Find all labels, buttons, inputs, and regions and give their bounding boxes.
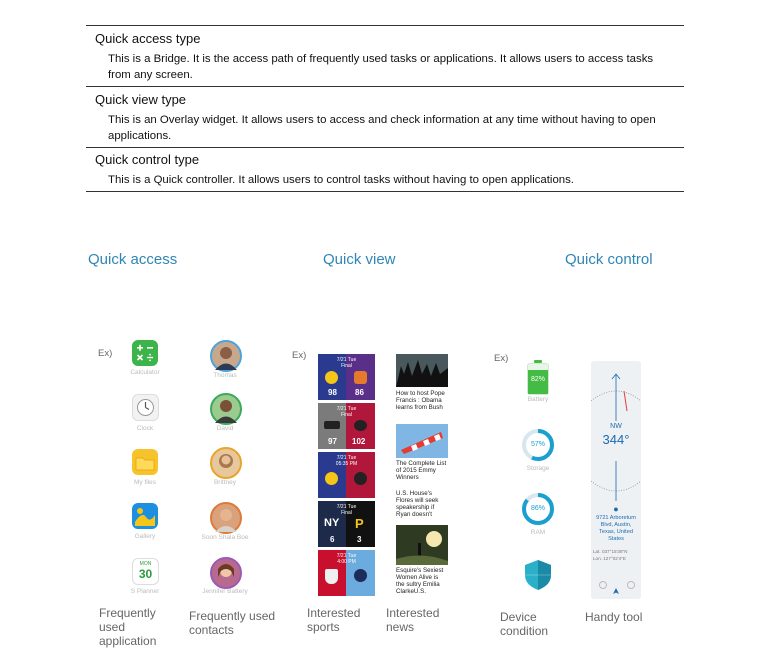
caption-interested-news: Interested news: [386, 606, 440, 634]
team-logo-icon: NY: [324, 517, 340, 529]
caption-frequently-used-application: Frequently used application: [99, 606, 157, 648]
caption-device-condition: Device condition: [500, 610, 549, 638]
compass-degrees: 344°: [602, 432, 630, 447]
quick-access-type-desc: This is a Bridge. It is the access path of frequently used tasks or applications. It allows users to access tasks from any screen.: [108, 53, 654, 81]
team-score: 98: [328, 388, 337, 397]
calendar-icon[interactable]: [132, 558, 159, 585]
quick-control-type-title: Quick control type: [95, 152, 200, 167]
example-label: Ex): [98, 348, 113, 359]
ram-label: RAM: [530, 529, 546, 536]
news-image[interactable]: [396, 525, 448, 565]
compass-direction: NW: [610, 423, 622, 430]
clock-icon[interactable]: [132, 394, 159, 421]
team-score: 102: [352, 437, 366, 446]
quick-view-type-desc: This is an Overlay widget. It allows users to access and check information at any time without having to open applications.: [108, 114, 656, 142]
team-logo-icon: [325, 371, 338, 384]
example-label: Ex): [292, 350, 307, 361]
contact-avatar[interactable]: [210, 447, 242, 479]
storage-value: 57%: [530, 441, 545, 448]
quick-access-heading: Quick access: [88, 251, 178, 268]
app-label: Clock: [136, 425, 154, 432]
news-image[interactable]: [396, 354, 448, 387]
storage-gauge[interactable]: [521, 428, 555, 467]
app-label: Calculator: [130, 369, 160, 376]
table-rule-bottom: [86, 191, 684, 192]
game-status: 05:35 PM: [335, 461, 358, 467]
planner-day: MON: [139, 561, 152, 567]
caption-frequently-used-contacts: Frequently used contacts: [189, 609, 276, 637]
app-label: S Planner: [130, 588, 160, 595]
app-label: Gallery: [134, 533, 156, 540]
team-score: 6: [330, 535, 335, 544]
location-pin-icon: ●: [613, 504, 619, 514]
ram-gauge[interactable]: [521, 492, 555, 531]
battery-label: Battery: [527, 396, 549, 403]
game-status: 4:00 PM: [337, 559, 356, 565]
team-score: 3: [357, 535, 362, 544]
gallery-icon[interactable]: [132, 503, 158, 529]
storage-label: Storage: [526, 465, 550, 472]
quick-view-heading: Quick view: [323, 251, 396, 268]
table-rule-1: [86, 86, 684, 87]
quick-control-type-desc: This is a Quick controller. It allows users to control tasks without having to open applications.: [108, 174, 574, 186]
caption-interested-sports: Interested sports: [307, 606, 361, 634]
news-headline[interactable]: Esquire's Sexiest Women Alive is the sultry Emilia ClarkeU.S.: [396, 567, 444, 595]
game-status: Final: [341, 363, 352, 369]
sports-score-tile[interactable]: [318, 550, 375, 596]
team-logo-icon: [325, 472, 338, 485]
ram-value: 86%: [530, 505, 545, 512]
contact-avatar[interactable]: [210, 393, 242, 425]
news-headline[interactable]: U.S. House's Flores will seek speakership if Ryan doesn't: [396, 490, 439, 518]
sports-score-tile[interactable]: [318, 403, 375, 449]
table-rule-top: [86, 25, 684, 26]
app-label: My files: [133, 479, 157, 486]
contact-label: David: [216, 425, 234, 432]
compass-address: 9721 Arboretum Blvd, Austin, Texas, United States: [596, 515, 636, 542]
team-score: 97: [328, 437, 337, 446]
compass-widget[interactable]: [591, 361, 641, 599]
folder-icon[interactable]: [132, 449, 158, 475]
team-logo-icon: [354, 420, 367, 431]
calculator-icon[interactable]: [132, 340, 158, 366]
settings-icon[interactable]: [599, 581, 607, 589]
team-logo-icon: [354, 569, 367, 582]
example-label: Ex): [494, 353, 509, 364]
news-image[interactable]: [396, 424, 448, 458]
contact-label: Thomas: [213, 372, 237, 379]
game-status: Final: [341, 510, 352, 516]
contact-label: Soon Shala Boe: [201, 534, 249, 541]
planner-date: 30: [138, 567, 153, 581]
shield-icon[interactable]: [524, 559, 552, 596]
game-status: Final: [341, 412, 352, 418]
team-logo-icon: [354, 371, 367, 384]
contact-label: Jennifer Battery: [202, 588, 248, 595]
game-date: 7/21 Tue: [336, 406, 357, 412]
caption-handy-tool: Handy tool: [585, 610, 643, 624]
compass-longitude: Lon. 127°02'4"E: [593, 556, 626, 561]
team-logo-icon: P: [355, 516, 364, 531]
contact-avatar[interactable]: [210, 557, 242, 589]
news-headline[interactable]: How to host Pope Francis : Obama learns from Bush: [396, 390, 445, 411]
navigation-icon[interactable]: [613, 581, 619, 587]
battery-value: 82%: [530, 376, 545, 383]
team-logo-icon: [354, 472, 367, 485]
game-date: 7/21 Tue: [336, 455, 357, 461]
sports-score-tile[interactable]: [318, 501, 375, 547]
team-score: 86: [355, 388, 364, 397]
news-headline[interactable]: The Complete List of 2015 Emmy Winners: [396, 460, 447, 481]
contact-avatar[interactable]: [210, 340, 242, 372]
quick-access-type-title: Quick access type: [95, 31, 201, 46]
team-logo-icon: [324, 421, 340, 429]
battery-icon[interactable]: [527, 363, 549, 395]
refresh-icon[interactable]: [627, 581, 635, 589]
quick-view-type-title: Quick view type: [95, 92, 187, 107]
contact-avatar[interactable]: [210, 502, 242, 534]
quick-control-heading: Quick control: [565, 251, 653, 268]
contact-label: Brittney: [213, 479, 237, 486]
sports-score-tile[interactable]: [318, 452, 375, 498]
game-date: 7/21 Tue: [336, 504, 357, 510]
sports-score-tile[interactable]: [318, 354, 375, 400]
team-logo-icon: [325, 569, 338, 584]
game-date: 7/21 Tue: [336, 553, 357, 559]
game-date: 7/21 Tue: [336, 357, 357, 363]
compass-latitude: Lat. 037°15'38"N: [593, 549, 628, 554]
table-rule-2: [86, 147, 684, 148]
